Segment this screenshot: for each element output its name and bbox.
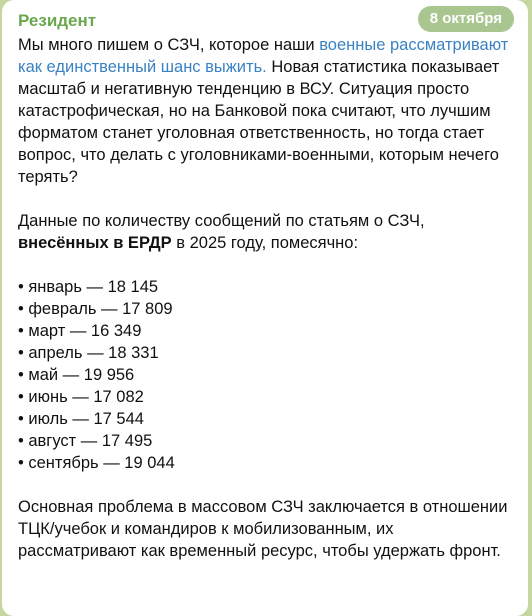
data-intro-text: Данные по количеству сообщений по статьям о СЗЧ, (18, 212, 425, 230)
paragraph-conclusion: Основная проблема в массовом СЗЧ заключается в отношении ТЦК/учебок и командиров к мобилизованным, их рассматривают как временный ресурс, чтобы удержать фронт. (18, 498, 508, 560)
intro-text-after-link: Новая статистика показывает масштаб и негативную тенденцию в ВСУ. Ситуация просто катастрофическая, но на Банковой пока считают, что лучшим форматом станет уголовная ответственность, но тогда стает вопрос, что делать с уголовниками-военными, которым нечего терять? (18, 58, 500, 186)
paragraph-gap (18, 188, 514, 210)
data-intro-bold: внесённых в ЕРДР (18, 234, 172, 252)
sender-name[interactable]: Резидент (18, 11, 97, 30)
paragraph-data-intro (18, 210, 514, 254)
list-item: • июнь — 17 082 (18, 388, 144, 406)
intro-text-before-link: Мы много пишем о СЗЧ, которое наши (18, 36, 320, 54)
list-item: • сентябрь — 19 044 (18, 454, 175, 472)
message-bubble[interactable] (2, 0, 528, 616)
list-item: • июль — 17 544 (18, 410, 144, 428)
data-intro-tail: в 2025 году, помесячно: (171, 234, 359, 252)
list-item: • август — 17 495 (18, 432, 153, 450)
list-item: • май — 19 956 (18, 366, 135, 384)
monthly-stats-list (18, 276, 514, 474)
list-item: • март — 16 349 (18, 322, 142, 340)
date-badge[interactable]: 8 октября (418, 6, 514, 32)
message-text (18, 34, 514, 562)
article-link[interactable]: военные рассматривают как единственный шанс выжить. (18, 36, 509, 76)
paragraph-intro (18, 34, 514, 188)
list-item: • февраль — 17 809 (18, 300, 173, 318)
paragraph-gap (18, 474, 514, 496)
paragraph-gap (18, 254, 514, 276)
list-item: • январь — 18 145 (18, 278, 159, 296)
list-item: • апрель — 18 331 (18, 344, 159, 362)
